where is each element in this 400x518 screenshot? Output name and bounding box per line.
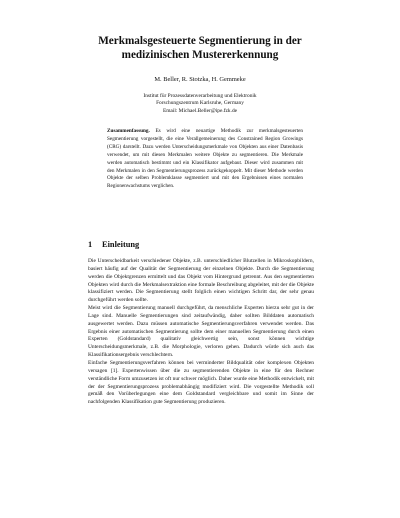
section-number: 1 xyxy=(88,240,93,249)
paragraph-1: Die Unterscheidbarkeit verschiedener Objekte, z.B. unterschiedlicher Blutzellen in Mikroskopbildern, basiert häufig auf der Qualität der Segmentierung der einzelnen Objekte. Durch die Segmentierung werden die Objektgrenzen ermittelt und das Objekt vom Hintergrund getrennt. Aus den segmentierten Objekten wird durch die Merkmalsextraktion eine formale Beschreibung abgeleitet, mit der die Objekte klassifiziert werden. Die Segmentierung stellt folglich einen wichtigen Schritt dar, der sehr genau durchgeführt werden sollte. xyxy=(88,258,314,304)
title-line-1: Merkmalsgesteuerte Segmentierung in der xyxy=(98,35,302,47)
paragraph-2: Meist wird die Segmentierung manuell durchgeführt, da menschliche Experten hierzu sehr gut in der Lage sind. Manuelle Segmentierungen sind zeitaufwändig, daher sollten Bilddaten automatisch ausgewertet werden. Dazu müssen automatische Segmentierungsverfahren verwendet werden. Das Ergebnis einer automatischen Segmentierung sollte dem einer manuellen Segmentierung durch einen Experten (Goldstandard) qualitativ gleichwertig sein, sonst können wichtige Unterscheidungsmerkmale, z.B. die Morphologie, verloren gehen. Dadurch würde sich auch das Klassifikationsergebnis verschlechtern. xyxy=(88,305,314,359)
affiliation-institute: Institut für Prozessdatenverarbeitung und Elektronik xyxy=(143,93,257,99)
authors: M. Beller, R. Stotzka, H. Gemmeke xyxy=(154,76,246,83)
paragraph-3: Einfache Segmentierungsverfahren können bei verminderter Bildqualität oder komplexen Objekten versagen [1]. Expertenwissen über die zu segmentierenden Objekte in eine für den Rechner verständliche Form umzusetzen ist oft nur schwer möglich. Daher wurde eine Methodik entwickelt, mit der der Segmentierungsprozess problemabhängig modifiziert wird. Die vorgestellte Methodik soll gemäß den Vorüberlegungen eine dem Goldstandard vergleichbare und somit im Sinne der nachfolgenden Klassifikation gute Segmentierung produzieren. xyxy=(88,359,314,406)
section-heading xyxy=(88,240,139,250)
abstract-text: Es wird eine neuartige Methodik zur merkmalsgesteuerten Segmentierung vorgestellt, die eine Verallgemeinerung des Constrained Region Growings (CRG) darstellt. Dazu werden Unterscheidungsmerkmale von Objekten aus einer Datenbasis verwendet, um mit diesen Merkmalen weitere Objekte zu segmentieren. Die Merkmale werden automatisch bestimmt und ein Klassifikator aufgebaut. Dieser wird zusammen mit den Merkmalen in den Segmentierungsprozess zurückgekoppelt. Mit dieser Methode werden Objekte der selben Problemklasse segmentiert und mit den Ergebnissen eines normalen Regionenwachstums verglichen. xyxy=(107,128,303,190)
section-body xyxy=(88,258,314,407)
affiliation-center: Forschungszentrum Karlsruhe, Germany xyxy=(156,100,244,107)
section-title: Einleitung xyxy=(102,240,140,249)
affiliation xyxy=(60,93,340,115)
affiliation-email: Email: Michael.Beller@ipe.fzk.de xyxy=(162,107,238,114)
paper-title xyxy=(60,34,340,62)
abstract xyxy=(107,128,303,191)
title-line-2: medizinischen Mustererkennung xyxy=(121,49,279,61)
abstract-label: Zusammenfassung. xyxy=(107,128,150,134)
